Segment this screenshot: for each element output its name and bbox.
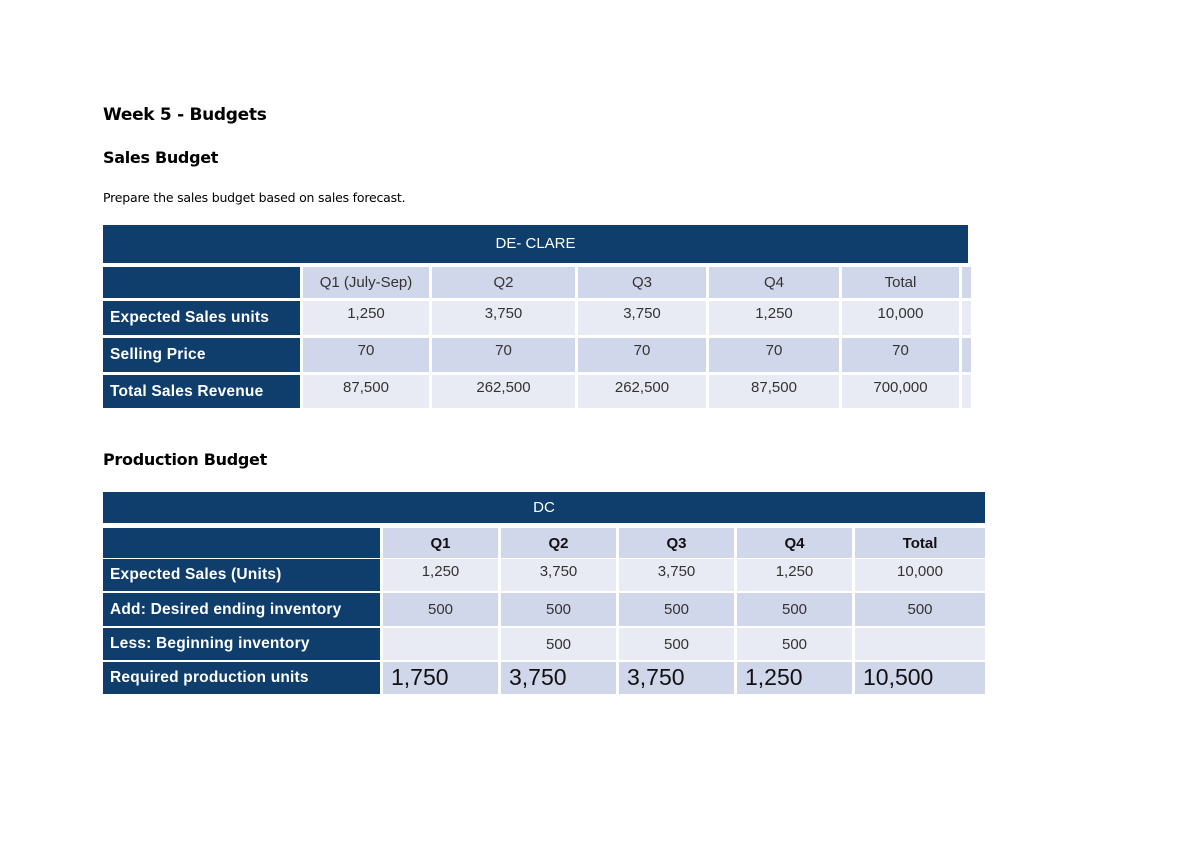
sales-row-price [103,338,971,372]
page-title: Week 5 - Budgets [103,105,267,125]
production-table-banner: DC [103,492,985,523]
table-cell: 1,250 [383,559,498,591]
table-cell: 500 [501,593,616,626]
table-cell: 500 [619,593,734,626]
table-cell: 500 [501,628,616,660]
table-cell: 70 [842,338,959,372]
table-cell: 700,000 [842,375,959,408]
table-cell: 262,500 [578,375,706,408]
production-header-q2: Q2 [501,528,616,558]
table-cell: 500 [619,628,734,660]
sales-header-q4: Q4 [709,267,839,298]
table-cell: 1,250 [709,301,839,335]
table-cell: 1,250 [303,301,429,335]
row-label: Add: Desired ending inventory [103,593,380,626]
row-label: Expected Sales units [103,301,300,335]
table-cell: 87,500 [709,375,839,408]
production-row-ending [103,593,985,626]
table-cell: 70 [303,338,429,372]
sales-header-q1: Q1 (July-Sep) [303,267,429,298]
table-cell [383,628,498,660]
sales-header-q3: Q3 [578,267,706,298]
row-label: Less: Beginning inventory [103,628,380,660]
table-cell: 87,500 [303,375,429,408]
row-label: Expected Sales (Units) [103,559,380,591]
production-budget-heading: Production Budget [103,450,267,469]
table-cell [855,628,985,660]
sales-header-edge [962,267,971,298]
table-cell: 70 [578,338,706,372]
table-cell: 3,750 [501,559,616,591]
table-cell: 262,500 [432,375,575,408]
production-header-q4: Q4 [737,528,852,558]
table-edge [962,301,971,335]
sales-row-units [103,301,971,335]
sales-header-q2: Q2 [432,267,575,298]
table-cell: 10,000 [842,301,959,335]
sales-row-revenue [103,375,971,408]
row-label: Total Sales Revenue [103,375,300,408]
row-label: Selling Price [103,338,300,372]
table-cell: 70 [709,338,839,372]
table-cell: 3,750 [619,559,734,591]
table-cell: 500 [383,593,498,626]
production-header-q3: Q3 [619,528,734,558]
production-row-sales [103,559,985,591]
table-cell: 1,750 [383,662,498,694]
table-cell: 3,750 [501,662,616,694]
sales-budget-heading: Sales Budget [103,148,219,167]
table-edge [962,338,971,372]
table-cell: 3,750 [432,301,575,335]
table-cell: 1,250 [737,662,852,694]
production-row-beginning [103,628,985,660]
sales-header-corner [103,267,300,298]
table-cell: 500 [737,593,852,626]
table-cell: 500 [737,628,852,660]
table-cell: 3,750 [578,301,706,335]
intro-text: Prepare the sales budget based on sales forecast. [103,190,406,205]
production-header-row [103,528,985,558]
production-header-q1: Q1 [383,528,498,558]
table-cell: 70 [432,338,575,372]
sales-header-row [103,267,971,298]
production-header-corner [103,528,380,558]
table-edge [962,375,971,408]
table-cell: 1,250 [737,559,852,591]
table-cell: 500 [855,593,985,626]
table-cell: 10,500 [855,662,985,694]
sales-header-total: Total [842,267,959,298]
row-label: Required production units [103,662,380,694]
table-cell: 3,750 [619,662,734,694]
table-cell: 10,000 [855,559,985,591]
sales-table-banner: DE- CLARE [103,225,968,263]
production-header-total: Total [855,528,985,558]
production-row-required [103,662,985,694]
